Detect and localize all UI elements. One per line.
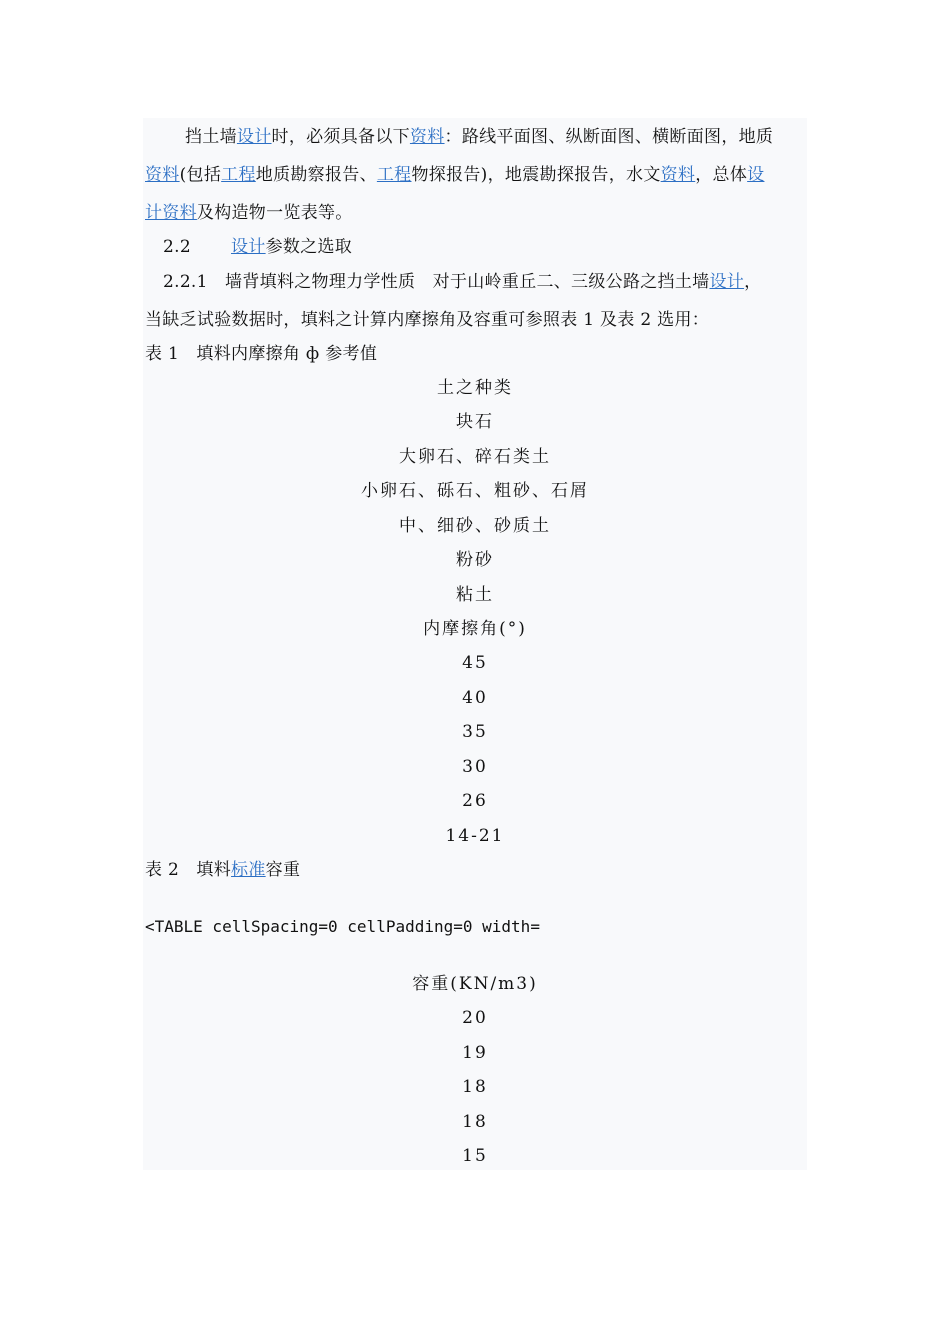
table1-soil-cell: 块石 (456, 412, 494, 432)
table2-caption: 表 2 填料标准容重 (145, 860, 301, 880)
table1-angle-cell: 35 (462, 722, 488, 742)
table2-weight-cell: 20 (462, 1008, 488, 1028)
table1-angle-cell: 30 (462, 757, 488, 777)
section-2-2-1-line1: 2.2.1 墙背填料之物理力学性质 对于山岭重丘二、三级公路之挡土墙设计， (163, 272, 762, 292)
table1-angle-cell: 14-21 (445, 826, 505, 846)
table2-weight-cell: 18 (462, 1077, 488, 1097)
table1-soil-cell: 小卵石、砾石、粗砂、石屑 (361, 481, 589, 501)
table1-angle-header: 内摩擦角(°) (423, 619, 527, 639)
para1-line3: 计资料及构造物一览表等。 (145, 203, 353, 223)
link-data[interactable]: 资料 (660, 165, 696, 185)
link-design-data[interactable]: 计资料 (145, 203, 197, 223)
table1-soil-cell: 中、细砂、砂质土 (399, 516, 551, 536)
section-2-2-1-line2: 当缺乏试验数据时，填料之计算内摩擦角及容重可参照表 1 及表 2 选用： (145, 310, 710, 330)
table2-weight-cell: 19 (462, 1043, 488, 1063)
table1-caption: 表 1 填料内摩擦角 ф 参考值 (145, 344, 378, 364)
table1-soil-cell: 粘土 (456, 585, 494, 605)
table2-weight-cell: 15 (462, 1146, 488, 1166)
table1-angle-cell: 45 (462, 653, 488, 673)
table1-soil-cell: 粉砂 (456, 550, 494, 570)
table1-angle-cell: 40 (462, 688, 488, 708)
section-2-2-heading: 2.2 设计参数之选取 (163, 237, 353, 257)
table2-raw-markup: <TABLE cellSpacing=0 cellPadding=0 width= (145, 917, 540, 936)
link-engineering[interactable]: 工程 (376, 165, 412, 185)
para1-line1: 挡土墙设计时，必须具备以下资料：路线平面图、纵断面图、横断面图，地质 (185, 127, 774, 147)
table2-weight-cell: 18 (462, 1112, 488, 1132)
table2-weight-header: 容重(KN/m3) (412, 974, 538, 994)
table1-soil-header: 土之种类 (437, 378, 513, 398)
link-data[interactable]: 资料 (409, 127, 445, 147)
link-data[interactable]: 资料 (145, 165, 180, 185)
table1-soil-cell: 大卵石、碎石类土 (399, 447, 551, 467)
table1-angle-cell: 26 (462, 791, 488, 811)
link-design[interactable]: 设计 (231, 237, 266, 257)
link-design[interactable]: 设计 (236, 127, 272, 147)
para1-line2: 资料(包括工程地质勘察报告、工程物探报告)，地震勘探报告，水文资料，总体设 (145, 165, 765, 185)
link-standard[interactable]: 标准 (231, 860, 266, 880)
link-engineering[interactable]: 工程 (221, 165, 256, 185)
link-design[interactable]: 设 (747, 165, 765, 185)
link-design[interactable]: 设计 (709, 272, 745, 292)
